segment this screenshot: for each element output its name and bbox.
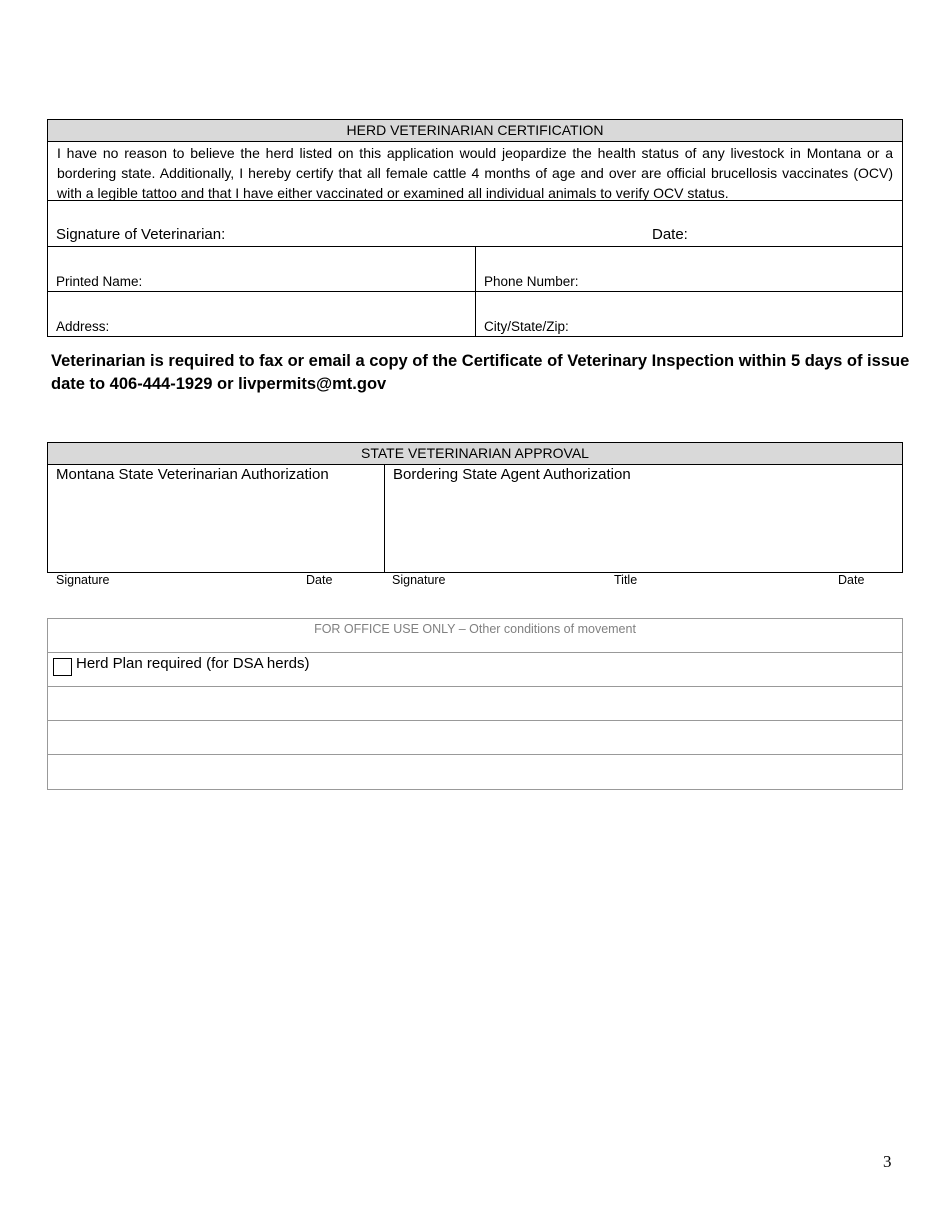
page-number: 3 [883, 1152, 892, 1171]
date-right-label: Date [838, 573, 865, 587]
herd-veterinarian-certification-table [47, 119, 903, 337]
herd-plan-checkbox[interactable] [53, 658, 72, 676]
herd-plan-row [48, 653, 902, 687]
state-approval-header: STATE VETERINARIAN APPROVAL [48, 443, 902, 465]
authorization-area[interactable] [48, 465, 902, 572]
signature-right-label: Signature [392, 573, 446, 587]
date-label: Date: [652, 226, 688, 243]
certification-statement: I have no reason to believe the herd listed on this application would jeopardize the health status of any livestock in Montana or a bordering state. Additionally, I hereby certify that all female cattle 4 months of age and over are official brucellosis vaccinates (OCV) with a legible tattoo and that I have either vaccinated or examined all individual animals to verify OCV status. [48, 142, 902, 201]
signature-row[interactable] [48, 201, 902, 247]
name-phone-row [48, 247, 902, 292]
blank-condition-row[interactable] [48, 721, 902, 755]
fax-email-notice: Veterinarian is required to fax or email a copy of the Certificate of Veterinary Inspection within 5 days of issue date to 406-444-1929 or livpermits@mt.gov [51, 352, 910, 393]
office-use-header: FOR OFFICE USE ONLY – Other conditions of movement [48, 619, 902, 653]
address-label: Address: [56, 319, 110, 334]
blank-condition-row[interactable] [48, 687, 902, 721]
phone-number-label: Phone Number: [484, 274, 579, 289]
herd-certification-header: HERD VETERINARIAN CERTIFICATION [48, 120, 902, 142]
column-divider [475, 247, 476, 291]
address-city-row [48, 292, 902, 337]
herd-plan-label: Herd Plan required (for DSA herds) [76, 655, 310, 672]
signature-left-label: Signature [56, 573, 110, 587]
column-divider [475, 292, 476, 337]
signature-of-veterinarian-label: Signature of Veterinarian: [56, 226, 226, 243]
column-divider [384, 465, 385, 572]
city-state-zip-label: City/State/Zip: [484, 319, 569, 334]
date-left-label: Date [306, 573, 333, 587]
bordering-state-authorization-label: Bordering State Agent Authorization [393, 466, 631, 483]
printed-name-label: Printed Name: [56, 274, 143, 289]
blank-condition-row[interactable] [48, 755, 902, 789]
montana-authorization-label: Montana State Veterinarian Authorization [56, 466, 329, 483]
state-veterinarian-approval-table [47, 442, 903, 573]
office-use-table [47, 618, 903, 790]
title-right-label: Title [614, 573, 638, 587]
